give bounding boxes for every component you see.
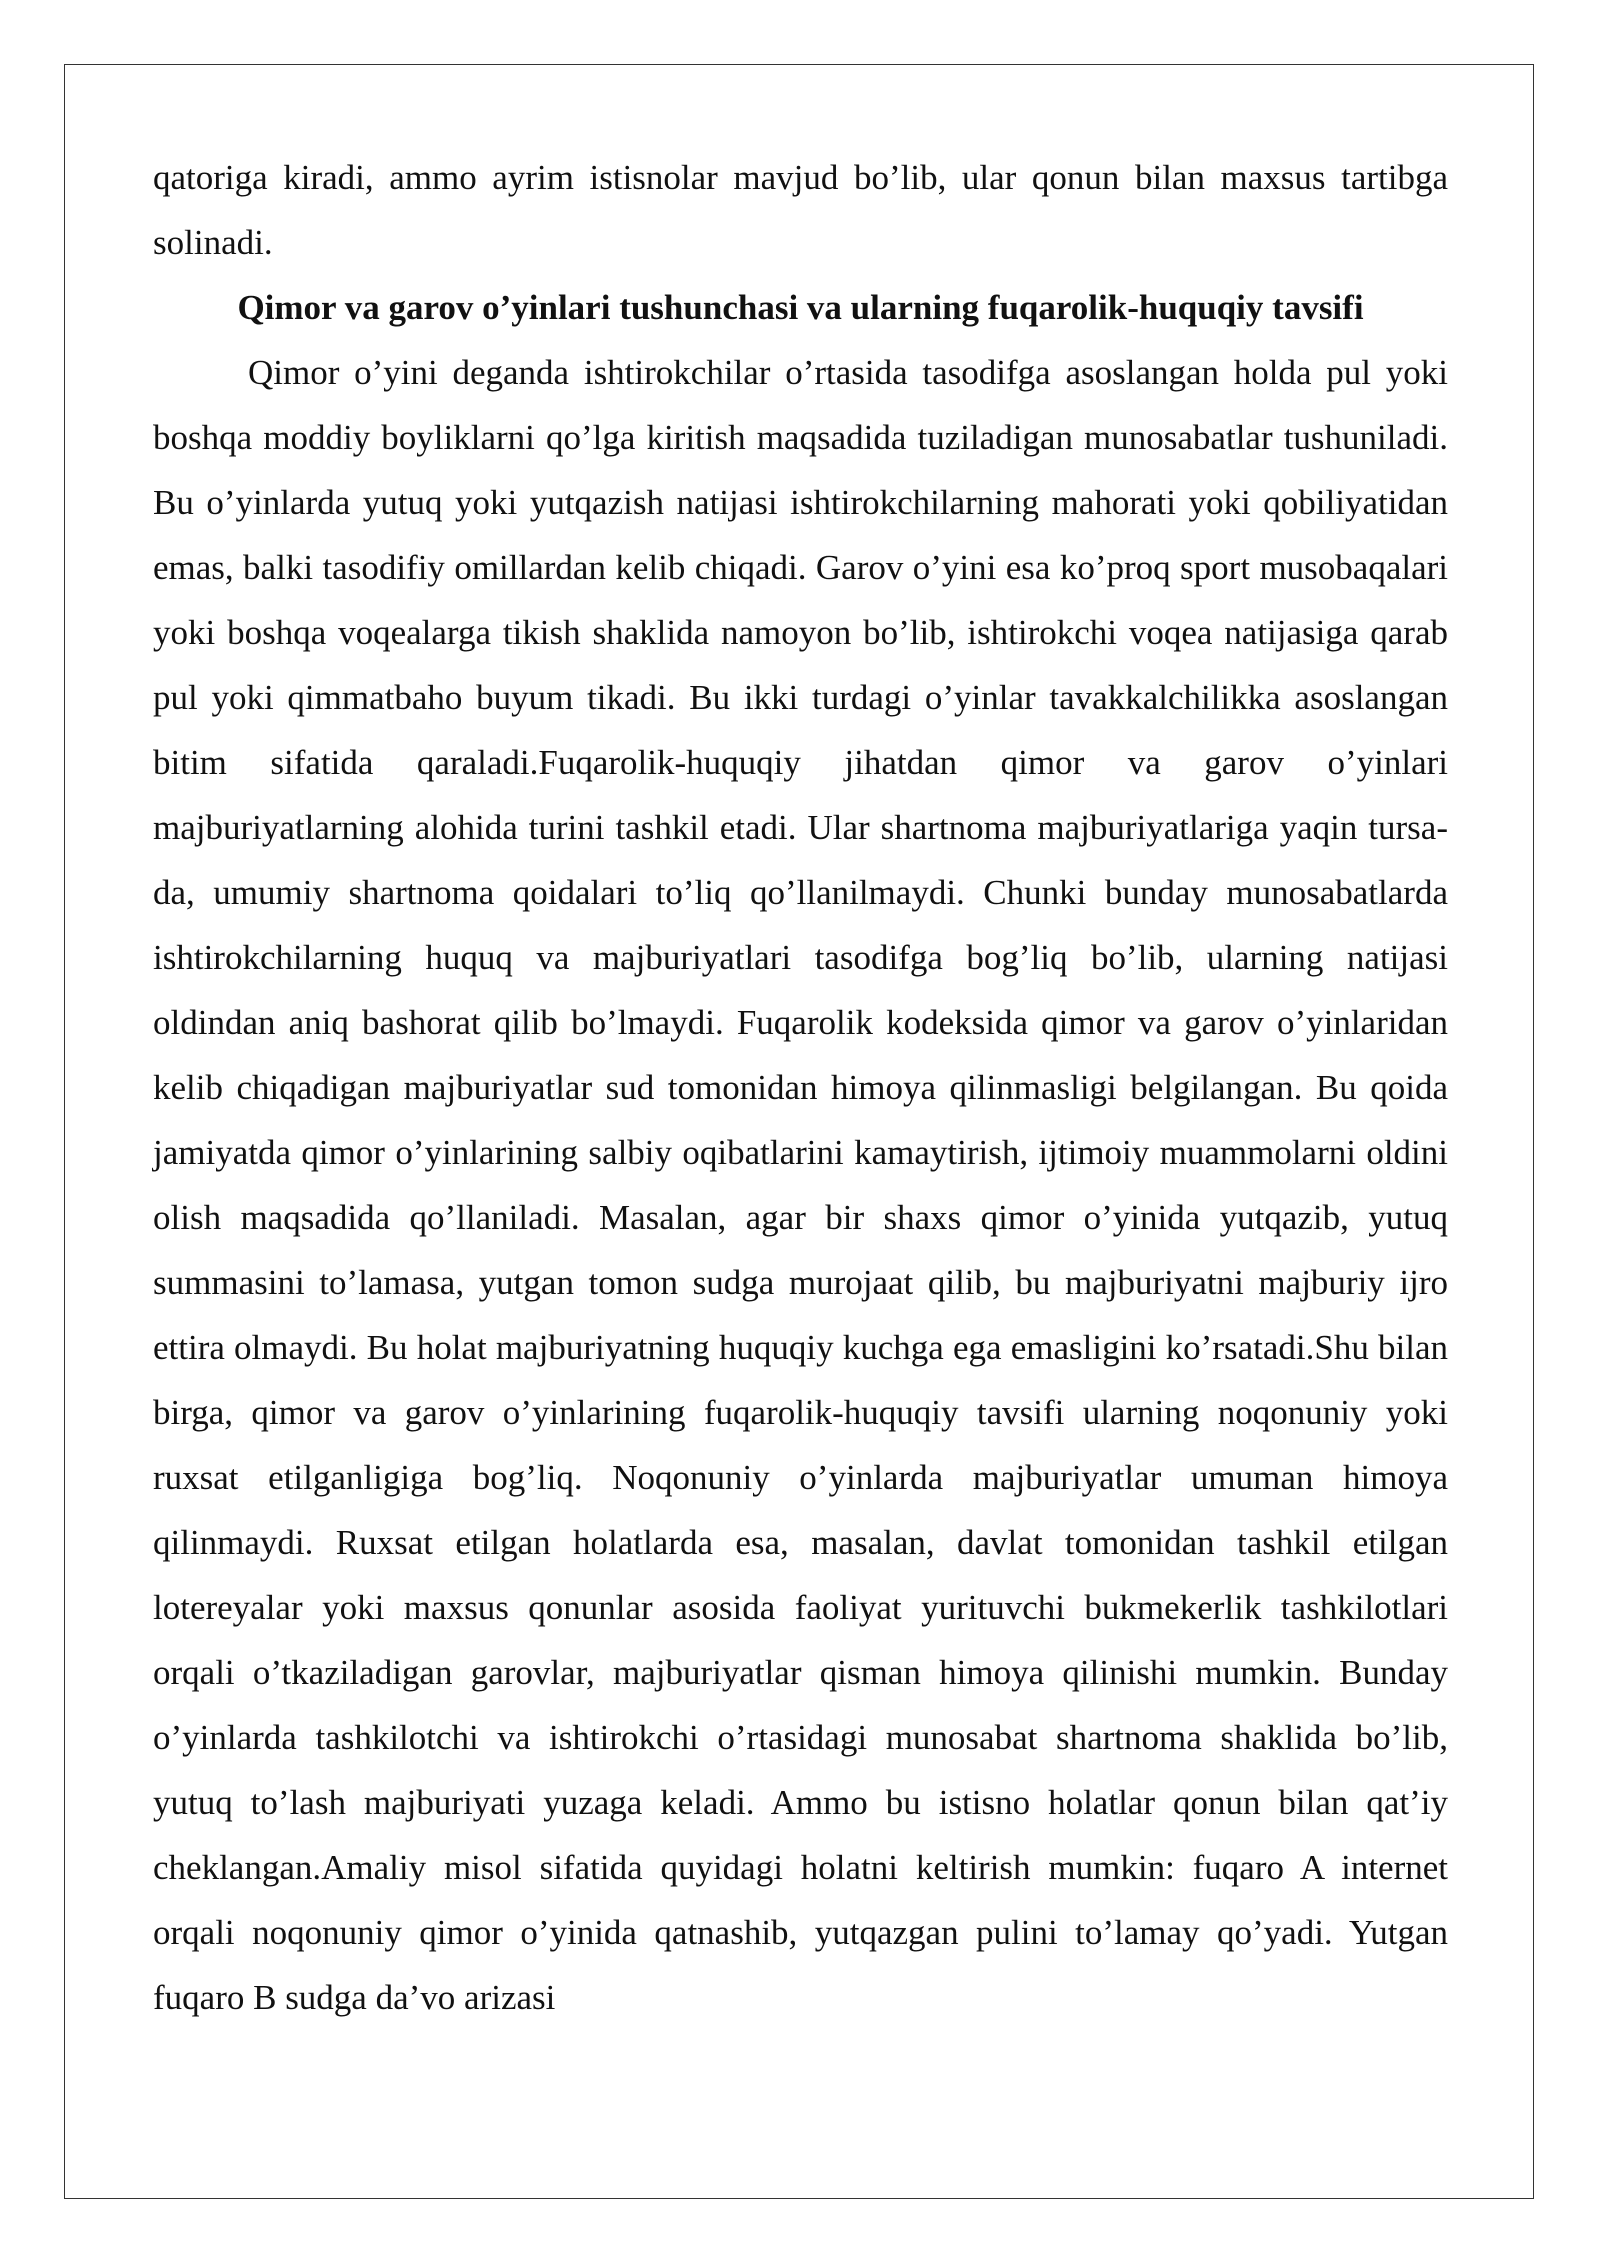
document-body: [153, 145, 1448, 2030]
body-paragraph: Qimor o’yini deganda ishtirokchilar o’rtasida tasodifga asoslangan holda pul yoki boshqa moddiy boyliklarni qo’lga kiritish maqsadida tuziladigan munosabatlar tushuniladi. Bu o’yinlarda yutuq yoki yutqazish natijasi ishtirokchilarning mahorati yoki qobiliyatidan emas, balki tasodifiy omillardan kelib chiqadi. Garov o’yini esa ko’proq sport musobaqalari yoki boshqa voqealarga tikish shaklida namoyon bo’lib, ishtirokchi voqea natijasiga qarab pul yoki qimmatbaho buyum tikadi. Bu ikki turdagi o’yinlar tavakkalchilikka asoslangan bitim sifatida qaraladi.Fuqarolik-huquqiy jihatdan qimor va garov o’yinlari majburiyatlarning alohida turini tashkil etadi. Ular shartnoma majburiyatlariga yaqin tursa-da, umumiy shartnoma qoidalari to’liq qo’llanilmaydi. Chunki bunday munosabatlarda ishtirokchilarning huquq va majburiyatlari tasodifga bog’liq bo’lib, ularning natijasi oldindan aniq bashorat qilib bo’lmaydi. Fuqarolik kodeksida qimor va garov o’yinlaridan kelib chiqadigan majburiyatlar sud tomonidan himoya qilinmasligi belgilangan. Bu qoida jamiyatda qimor o’yinlarining salbiy oqibatlarini kamaytirish, ijtimoiy muammolarni oldini olish maqsadida qo’llaniladi. Masalan, agar bir shaxs qimor o’yinida yutqazib, yutuq summasini to’lamasa, yutgan tomon sudga murojaat qilib, bu majburiyatni majburiy ijro ettira olmaydi. Bu holat majburiyatning huquqiy kuchga ega emasligini ko’rsatadi.Shu bilan birga, qimor va garov o’yinlarining fuqarolik-huquqiy tavsifi ularning noqonuniy yoki ruxsat etilganligiga bog’liq. Noqonuniy o’yinlarda majburiyatlar umuman himoya qilinmaydi. Ruxsat etilgan holatlarda esa, masalan, davlat tomonidan tashkil etilgan lotereyalar yoki maxsus qonunlar asosida faoliyat yurituvchi bukmekerlik tashkilotlari orqali o’tkaziladigan garovlar, majburiyatlar qisman himoya qilinishi mumkin. Bunday o’yinlarda tashkilotchi va ishtirokchi o’rtasidagi munosabat shartnoma shaklida bo’lib, yutuq to’lash majburiyati yuzaga keladi. Ammo bu istisno holatlar qonun bilan qat’iy cheklangan.Amaliy misol sifatida quyidagi holatni keltirish mumkin: fuqaro A internet orqali noqonuniy qimor o’yinida qatnashib, yutqazgan pulini to’lamay qo’yadi. Yutgan fuqaro B sudga da’vo arizasi: [153, 353, 1448, 2017]
section-heading: Qimor va garov o’yinlari tushunchasi va ularning fuqarolik-huquqiy tavsifi: [237, 288, 1364, 327]
continuation-paragraph: qatoriga kiradi, ammo ayrim istisnolar mavjud bo’lib, ular qonun bilan maxsus tartibga solinadi.: [153, 158, 1448, 262]
